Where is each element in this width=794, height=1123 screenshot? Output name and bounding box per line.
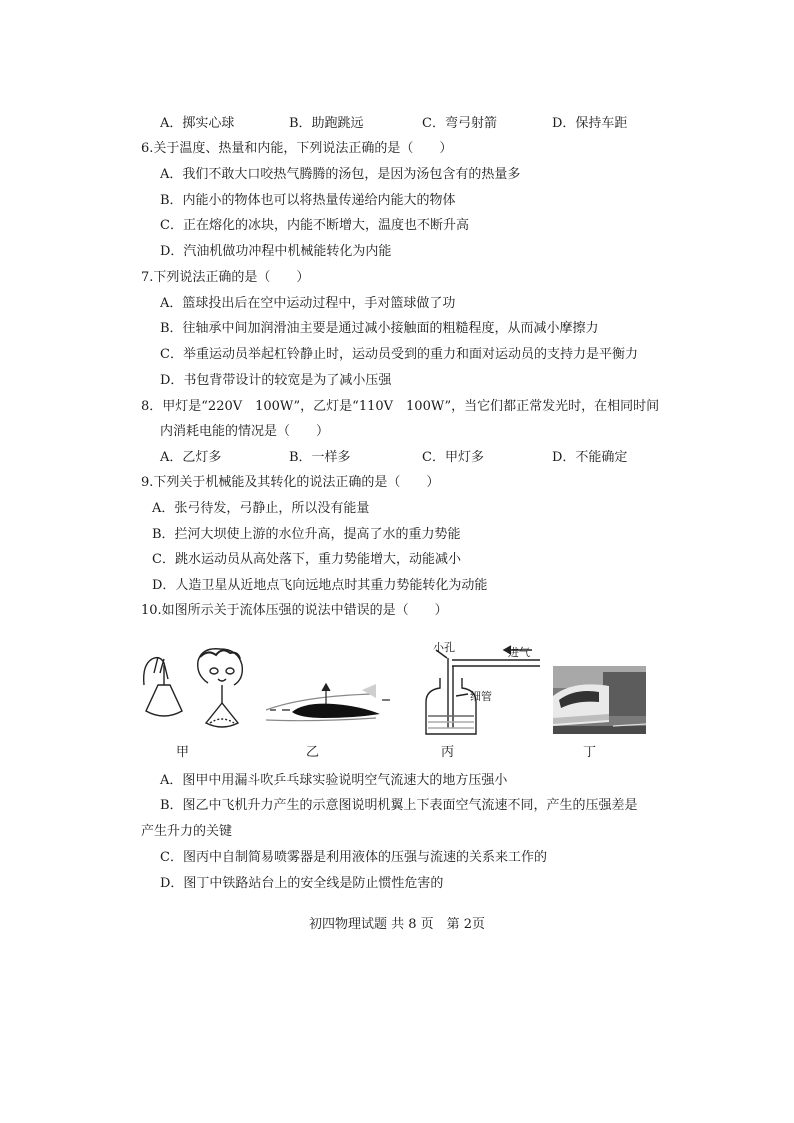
q10-stem: 10.如图所示关于流体压强的说法中错误的是（ ） (141, 603, 448, 618)
q10-option-b-line2: 产生升力的关键 (141, 824, 233, 839)
figure-yi (264, 680, 392, 730)
q6-option-b: B．内能小的物体也可以将热量传递给内能大的物体 (160, 193, 456, 208)
q5-option-c: C．弯弓射箭 (422, 116, 497, 131)
q5-option-a: A．掷实心球 (160, 116, 235, 131)
q7-stem: 7.下列说法正确的是（ ） (141, 270, 310, 285)
q9-option-a: A．张弓待发，弓静止，所以没有能量 (152, 501, 370, 516)
q9-option-b: B．拦河大坝使上游的水位升高，提高了水的重力势能 (152, 527, 461, 542)
figure-bing-hole-label: 小孔 (433, 641, 455, 654)
q5-option-d: D．保持车距 (552, 116, 628, 131)
figure-bing-tube-label: 细管 (470, 690, 492, 703)
q10-option-d: D．图丁中铁路站台上的安全线是防止惯性危害的 (160, 876, 444, 891)
q8-stem-line1: 8．甲灯是“220V 100W”，乙灯是“110V 100W”，当它们都正常发光时，在相同时间 (141, 399, 660, 414)
q9-option-c: C．跳水运动员从高处落下，重力势能增大，动能减小 (152, 552, 461, 567)
q7-option-a: A．篮球投出后在空中运动过程中，手对篮球做了功 (160, 296, 456, 311)
q6-stem: 6.关于温度、热量和内能，下列说法正确的是（ ） (141, 141, 453, 156)
figure-label-bing: 丙 (441, 745, 455, 760)
q9-stem: 9.下列关于机械能及其转化的说法正确的是（ ） (141, 475, 440, 490)
q9-option-d: D．人造卫星从近地点飞向远地点时其重力势能转化为动能 (152, 578, 488, 593)
q8-option-b: B．一样多 (289, 450, 351, 465)
q7-option-d: D．书包背带设计的较宽是为了减小压强 (160, 373, 392, 388)
q6-option-c: C．正在熔化的冰块，内能不断增大，温度也不断升高 (160, 218, 469, 233)
q10-option-c: C．图丙中自制简易喷雾器是利用液体的压强与流速的关系来工作的 (160, 850, 547, 865)
figure-label-jia: 甲 (176, 745, 190, 760)
q8-option-c: C．甲灯多 (422, 450, 484, 465)
q7-option-b: B．往轴承中间加润滑油主要是通过减小接触面的粗糙程度，从而减小摩擦力 (160, 321, 599, 336)
figure-jia (138, 645, 256, 735)
q8-option-d: D．不能确定 (552, 450, 628, 465)
q5-option-b: B．助跑跳远 (289, 116, 364, 131)
figure-ding-train-photo (553, 666, 646, 734)
figure-label-yi: 乙 (306, 745, 320, 760)
figure-bing-inlet-label: 进气 (508, 646, 530, 659)
q6-option-d: D．汽油机做功冲程中机械能转化为内能 (160, 244, 392, 259)
q8-stem-line2: 内消耗电能的情况是（ ） (160, 424, 330, 439)
figure-label-ding: 丁 (583, 745, 597, 760)
q8-option-a: A．乙灯多 (160, 450, 222, 465)
q10-option-a: A．图甲中用漏斗吹乒乓球实验说明空气流速大的地方压强小 (160, 773, 508, 788)
q6-option-a: A．我们不敢大口咬热气腾腾的汤包，是因为汤包含有的热量多 (160, 167, 521, 182)
q7-option-c: C．举重运动员举起杠铃静止时，运动员受到的重力和面对运动员的支持力是平衡力 (160, 347, 638, 362)
page-footer: 初四物理试题 共 8 页 第 2页 (308, 917, 486, 932)
q10-option-b-line1: B．图乙中飞机升力产生的示意图说明机翼上下表面空气流速不同，产生的压强差是 (160, 798, 638, 813)
